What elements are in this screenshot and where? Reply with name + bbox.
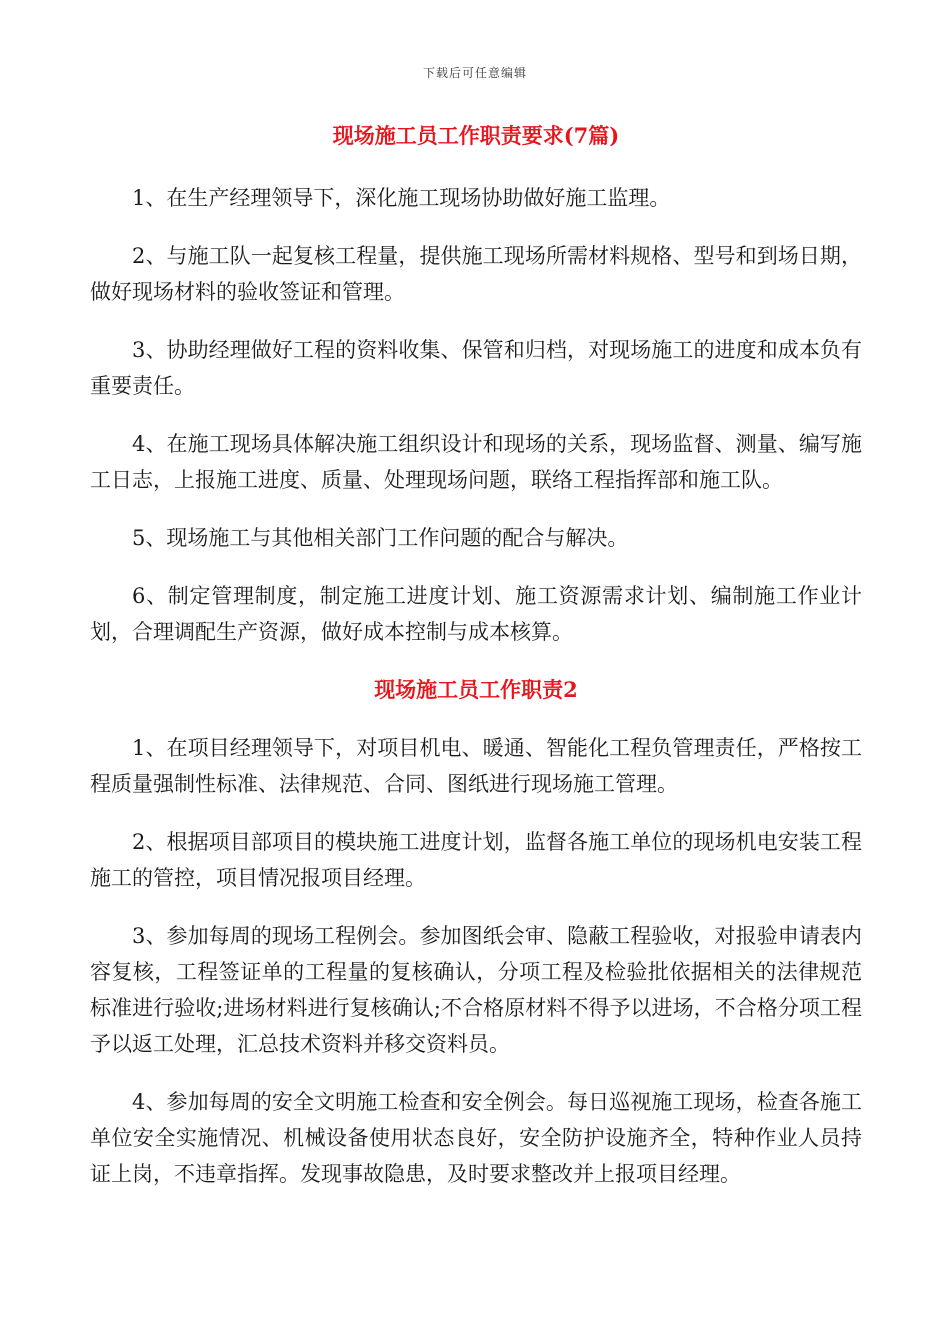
paragraph: 3、协助经理做好工程的资料收集、保管和归档，对现场施工的进度和成本负有重要责任。: [90, 338, 862, 398]
paragraph: 6、制定管理制度，制定施工进度计划、施工资源需求计划、编制施工作业计划，合理调配生产资源，做好成本控制与成本核算。: [90, 584, 862, 644]
paragraph: 2、根据项目部项目的模块施工进度计划，监督各施工单位的现场机电安装工程施工的管控，项目情况报项目经理。: [90, 830, 862, 890]
paragraph: 1、在项目经理领导下，对项目机电、暖通、智能化工程负管理责任，严格按工程质量强制性标准、法律规范、合同、图纸进行现场施工管理。: [90, 736, 862, 796]
document-body: [90, 118, 862, 1192]
paragraph: 5、现场施工与其他相关部门工作问题的配合与解决。: [132, 526, 629, 550]
paragraph: 4、参加每周的安全文明施工检查和安全例会。每日巡视施工现场，检查各施工单位安全实施情况、机械设备使用状态良好，安全防护设施齐全，特种作业人员持证上岗，不违章指挥。发现事故隐患，及时要求整改并上报项目经理。: [90, 1090, 862, 1186]
paragraph: 1、在生产经理领导下，深化施工现场协助做好施工监理。: [132, 186, 671, 210]
paragraph: 4、在施工现场具体解决施工组织设计和现场的关系，现场监督、测量、编写施工日志，上报施工进度、质量、处理现场问题，联络工程指挥部和施工队。: [90, 432, 862, 492]
header-note: 下载后可任意编辑: [422, 66, 527, 80]
paragraph: 3、参加每周的现场工程例会。参加图纸会审、隐蔽工程验收，对报验申请表内容复核，工程签证单的工程量的复核确认，分项工程及检验批依据相关的法律规范标准进行验收;进场材料进行复核确认;不合格原材料不得予以进场，不合格分项工程予以返工处理，汇总技术资料并移交资料员。: [90, 924, 862, 1056]
section-title-2: 现场施工员工作职责2: [374, 677, 578, 702]
section-title-1: 现场施工员工作职责要求(7篇): [332, 123, 620, 148]
paragraph: 2、与施工队一起复核工程量，提供施工现场所需材料规格、型号和到场日期，做好现场材料的验收签证和管理。: [90, 244, 862, 304]
